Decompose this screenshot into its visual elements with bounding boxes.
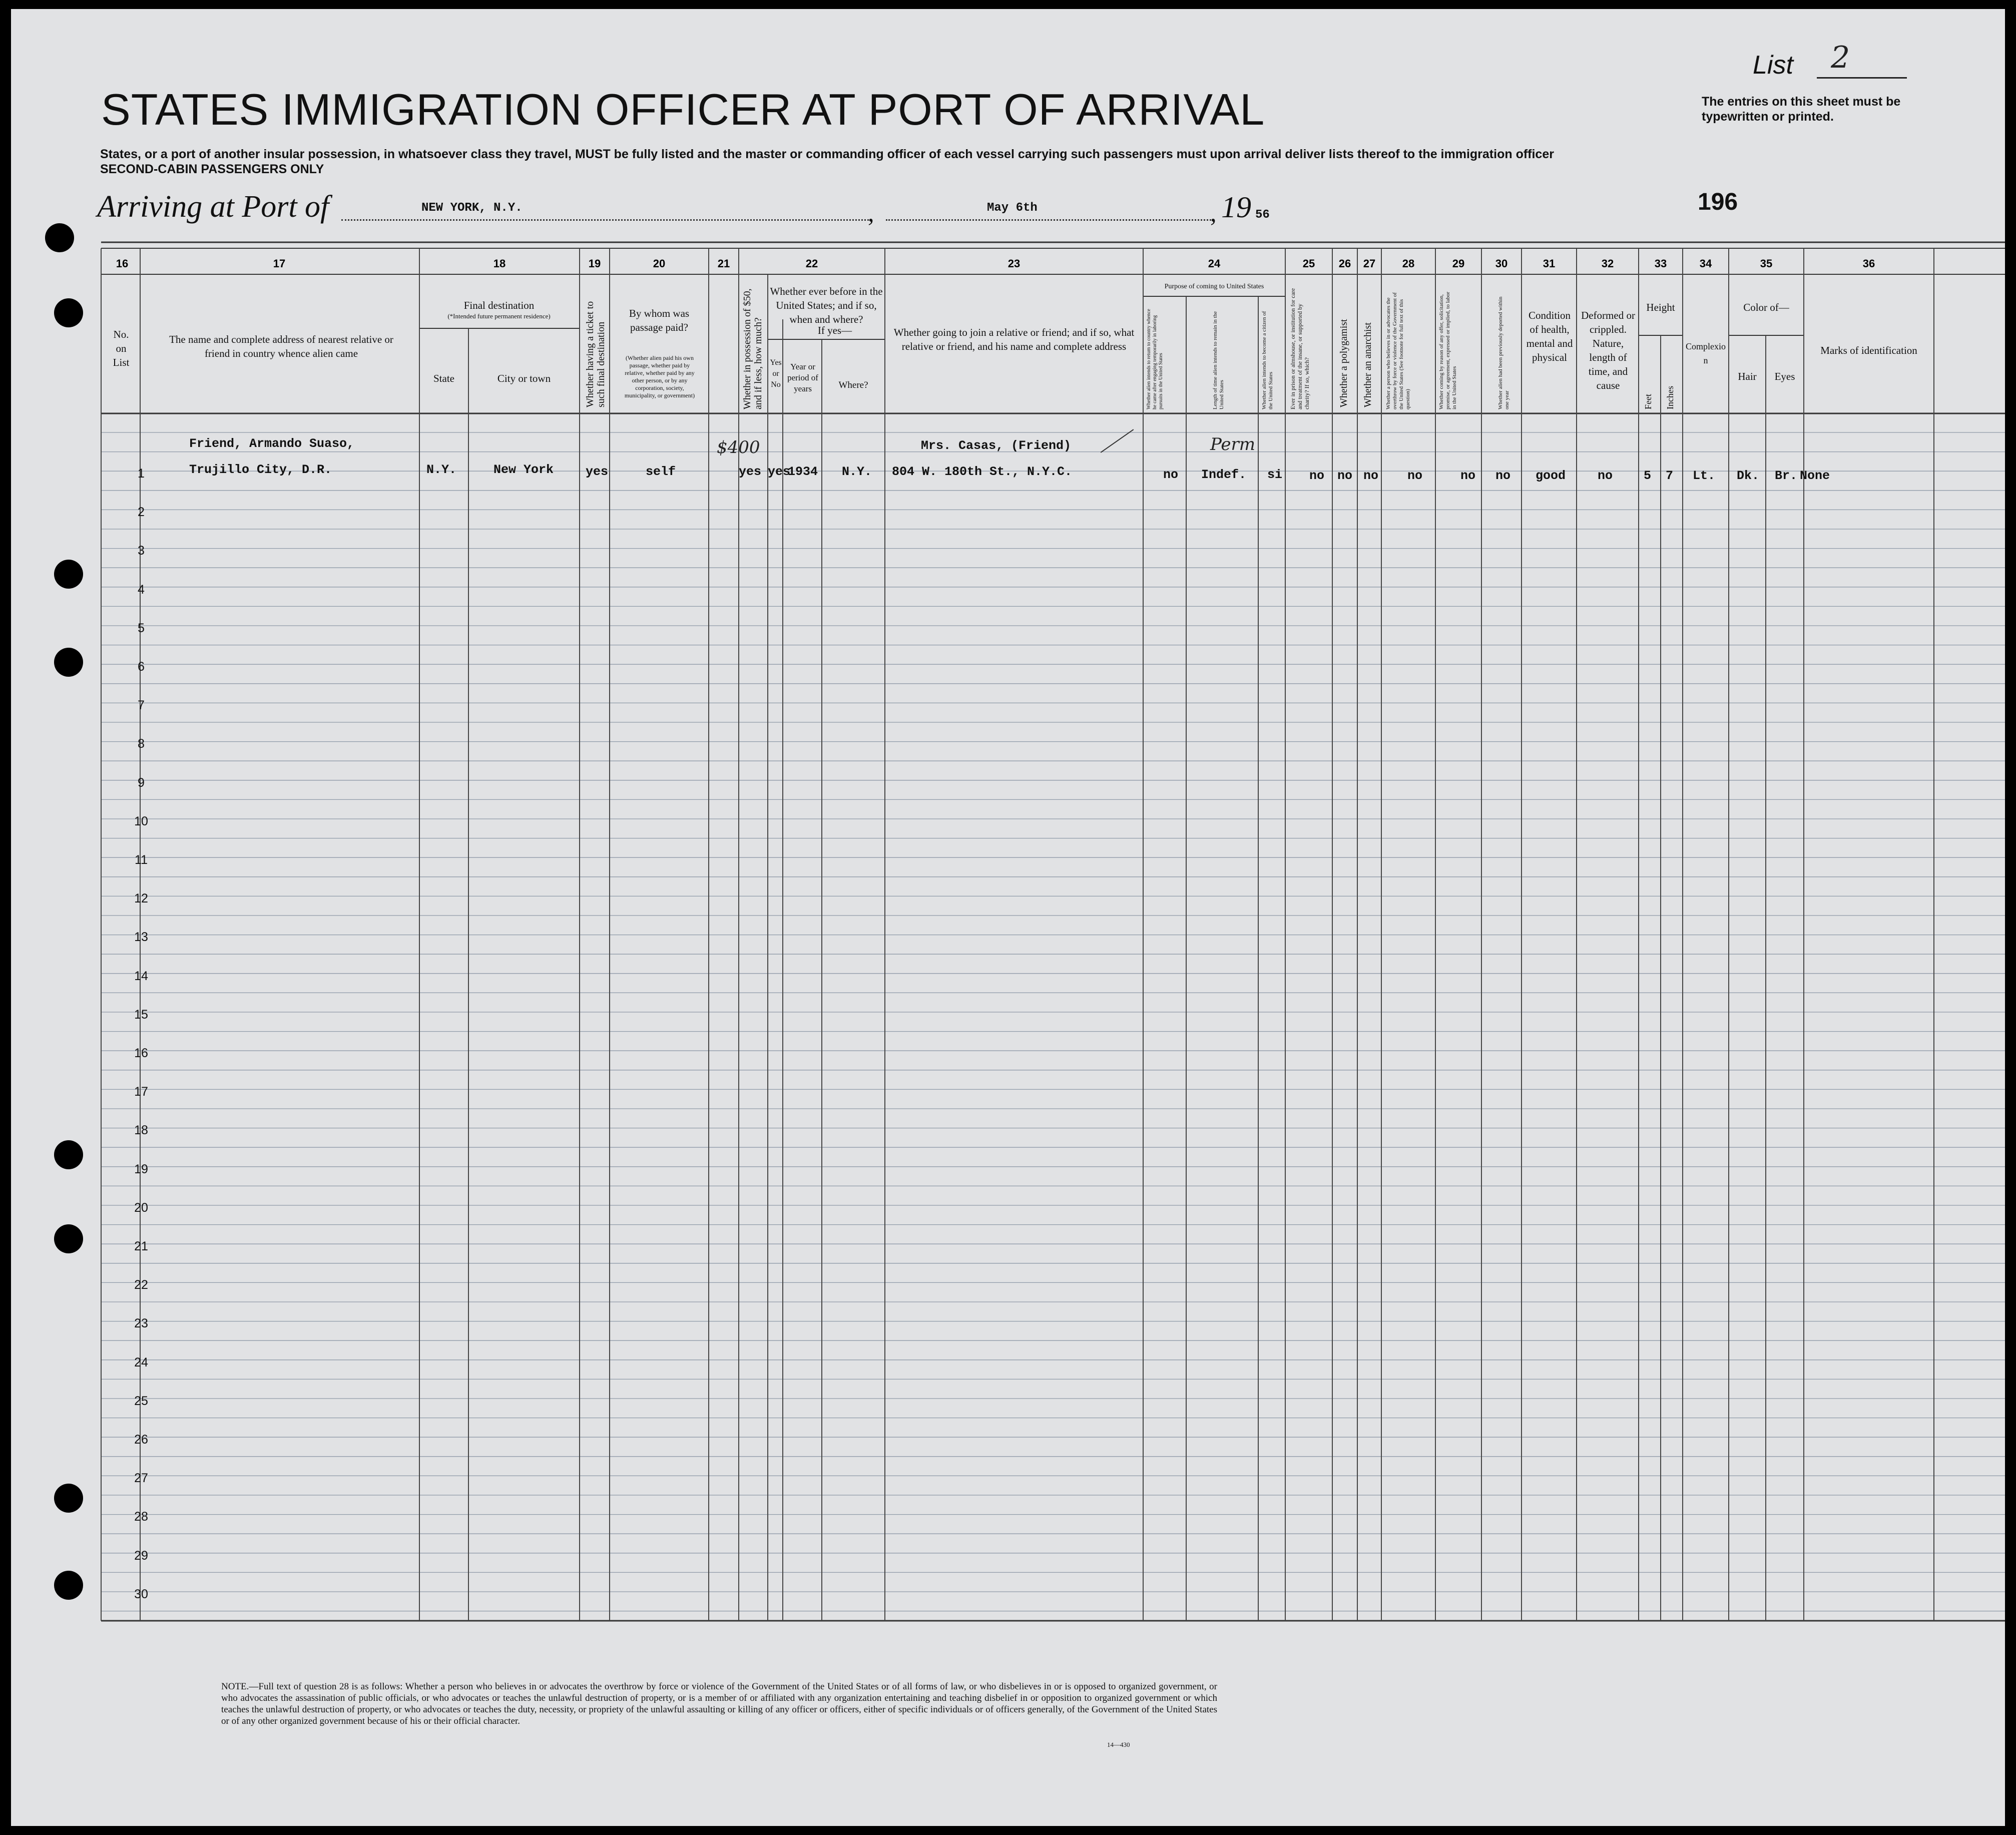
row-number: 9 [138,775,145,790]
header-marks: Marks of identification [1820,344,1917,356]
page-number: 196 [1698,189,1738,215]
header-height: Height [1646,301,1675,313]
year-prefix: 19 [1221,191,1251,224]
manifest-sheet [11,9,2005,1826]
arrival-port: NEW YORK, N.Y. [421,201,523,215]
col-num: 25 [1302,257,1315,270]
col-num: 35 [1760,257,1773,270]
header-passage-paid-note: (Whether alien paid his own passage, whether paid by relative, whether paid by any other person, or by any corporation, society, municipality, or government) [624,354,695,399]
header-no-on-list: No. on List [113,328,130,368]
header-final-destination-note: (*Intended future permanent residence) [447,312,551,320]
row-number: 7 [138,698,145,713]
header-complexion: Complexion [1686,341,1726,365]
length-handwritten: Perm [1210,434,1255,454]
header-passage-paid: By whom was passage paid? [629,307,690,333]
header-where: Where? [838,380,868,390]
anarchist-value: no [1363,469,1379,483]
row-number: 14 [134,969,148,983]
row-number: 21 [134,1239,148,1253]
destination-state: N.Y. [426,463,457,477]
row-number: 29 [134,1548,148,1563]
money-handwritten: $400 [717,437,760,457]
height-feet-value: 5 [1644,469,1652,483]
col-num: 34 [1699,257,1712,270]
header-color-of: Color of— [1743,301,1789,313]
where-value: N.Y. [842,465,872,479]
row-number: 8 [138,737,145,751]
marks-value: None [1800,469,1830,483]
been-before-value: yes [768,465,791,479]
header-overthrow: Whether a person who believes in or advocates the overthrow by force or violence of the Government of the United States (See footnote for full text of this question) [1385,292,1411,409]
header-money: Whether in possession of $50, and if less, how much? [742,288,764,409]
height-inches-value: 7 [1666,469,1674,483]
arrival-date: May 6th [987,201,1038,215]
length-value: Indef. [1201,468,1247,482]
col-num: 29 [1452,257,1465,270]
comma: , [868,199,874,227]
header-become-citizen: Whether alien intends to become a citizen of the United States [1261,311,1274,409]
header-year: Year or period of years [787,362,818,393]
header-if-yes: If yes— [817,324,852,336]
header-health: Condition of health, mental and physical [1526,309,1573,363]
header-purpose-return: Whether alien intends to return to country whence he came after engaging temporarily in laboring pursuits in the United States [1146,309,1164,409]
row-number: 17 [134,1085,148,1099]
row-number: 13 [134,930,148,945]
row-number: 28 [134,1510,148,1524]
year-suffix: 56 [1255,208,1270,222]
header-deformed: Deformed or crippled. Nature, length of time, and cause [1581,309,1635,391]
header-yes-no: Yes or No [770,358,782,389]
footnote: NOTE.—Full text of question 28 is as follows: Whether a person who believes in or advocates the overthrow by force or violence of the Government of the United States or of all forms of law, or who disbelieves in or is opposed to organized government, or who advocates the assassination of public officials, or who advocates or teaches the unlawful destruction of property, or is a member of or affiliated with any organization entertaining and teaching disbelief in or opposition to organized government or which teaches the unlawful destruction of property, or who advocates or teaches the duty, necessity, or propriety of the unlawful assaulting or killing of any officer or officers, either of specific individuals or of officers generally, of the Government of the United States or of any other organized government because of his or their official character. [221,1681,1217,1726]
overthrow-value: no [1407,469,1423,483]
comma: , [1210,199,1217,227]
paid-by-value: self [646,465,676,479]
col-num: 20 [653,257,666,270]
complexion-value: Lt. [1693,469,1716,483]
row-number: 4 [138,582,145,597]
header-final-destination: Final destination [463,299,535,311]
relative-name: Friend, Armando Suaso, [189,436,355,451]
header-state: State [433,372,454,384]
col-num: 16 [116,257,129,270]
deported-value: no [1495,469,1511,483]
citizen-value: si [1267,468,1283,482]
col-num: 19 [588,257,601,270]
col-num: 23 [1007,257,1021,270]
row-number: 1 [138,467,145,481]
year-value: 1934 [788,465,818,479]
col-num: 17 [273,257,286,270]
header-labor-offer: Whether coming by reason of any offer, solicitation, promise, or agreement, expressed or implied, to labor in the United States [1438,291,1457,409]
prison-value: no [1309,469,1325,483]
header-length-of-stay: Length of time alien intends to remain in the United States [1212,311,1225,409]
purpose-return-value: no [1163,468,1179,482]
col-num: 24 [1208,257,1221,270]
row-number: 6 [138,660,145,674]
col-num: 31 [1543,257,1556,270]
col-num: 27 [1363,257,1376,270]
row-number: 25 [134,1394,148,1408]
health-value: good [1536,469,1566,483]
row-number: 18 [134,1123,148,1138]
col-num: 36 [1862,257,1875,270]
header-polygamist: Whether a polygamist [1338,319,1349,407]
row-number: 30 [134,1587,148,1601]
col-num: 32 [1601,257,1614,270]
eyes-value: Br. [1775,469,1798,483]
list-label: List [1753,51,1793,80]
row-number: 12 [134,891,148,906]
header-city: City or town [497,372,551,384]
header-purpose: Purpose of coming to United States [1164,283,1264,290]
col-num: 21 [717,257,730,270]
col-num: 30 [1495,257,1508,270]
relative-address: Trujillo City, D.R. [189,463,332,477]
list-number: 2 [1831,40,1850,75]
row-number: 19 [134,1162,148,1176]
row-number: 3 [138,544,145,558]
row-number: 5 [138,621,145,635]
typewritten-notice: The entries on this sheet must be typewritten or printed. [1702,95,1901,124]
deformed-value: no [1598,469,1613,483]
money-value: yes [739,465,762,479]
table-grid [11,9,2005,1826]
row-number: 20 [134,1200,148,1215]
col-num: 18 [493,257,506,270]
header-been-before: Whether ever before in the United States; and if so, when and where? [770,285,883,325]
row-number: 22 [134,1278,148,1292]
cabin-class: SECOND-CABIN PASSENGERS ONLY [100,162,324,176]
header-nearest-relative: The name and complete address of nearest relative or friend in country whence alien came [169,333,393,359]
header-feet: Feet [1643,394,1653,409]
labor-offer-value: no [1460,469,1476,483]
arriving-label: Arriving at Port of [97,190,329,224]
header-eyes: Eyes [1774,370,1795,382]
row-number: 23 [134,1316,148,1331]
col-num: 26 [1338,257,1351,270]
header-inches: Inches [1665,386,1675,409]
row-number: 16 [134,1046,148,1060]
form-number: 14—430 [1107,1741,1130,1748]
col-num: 28 [1402,257,1415,270]
ticket-value: yes [586,465,609,479]
form-title: STATES IMMIGRATION OFFICER AT PORT OF ARRIVAL [101,85,1265,134]
col-num: 33 [1654,257,1667,270]
join-relative-address: 804 W. 180th St., N.Y.C. [892,465,1073,479]
row-number: 27 [134,1471,148,1486]
header-ticket: Whether having a ticket to such final destination [585,301,607,407]
header-prison: Ever in prison or almshouse, or institution for care and treatment of the insane, or supported by charity? If so, which? [1289,288,1310,409]
hair-value: Dk. [1737,469,1760,483]
row-number: 11 [135,853,148,867]
row-number: 24 [134,1355,148,1369]
header-deported: Whether alien had been previously deported within one year [1497,296,1510,409]
row-number: 2 [138,505,145,520]
col-num: 22 [805,257,818,270]
row-number: 15 [134,1007,148,1022]
header-hair: Hair [1738,370,1757,382]
form-subtitle: States, or a port of another insular possession, in whatsoever class they travel, MUST be fully listed and the master or commanding officer of each vessel carrying such passengers must upon arrival deliver lists thereof to the immigration officer [100,147,1554,161]
join-relative-name: Mrs. Casas, (Friend) [921,438,1072,453]
destination-city: New York [493,463,554,477]
polygamist-value: no [1337,469,1353,483]
row-number: 26 [134,1433,148,1447]
header-anarchist: Whether an anarchist [1362,322,1373,407]
header-going-to-join: Whether going to join a relative or friend; and if so, what relative or friend, and his name and complete address [893,326,1135,352]
row-number: 10 [134,814,148,828]
